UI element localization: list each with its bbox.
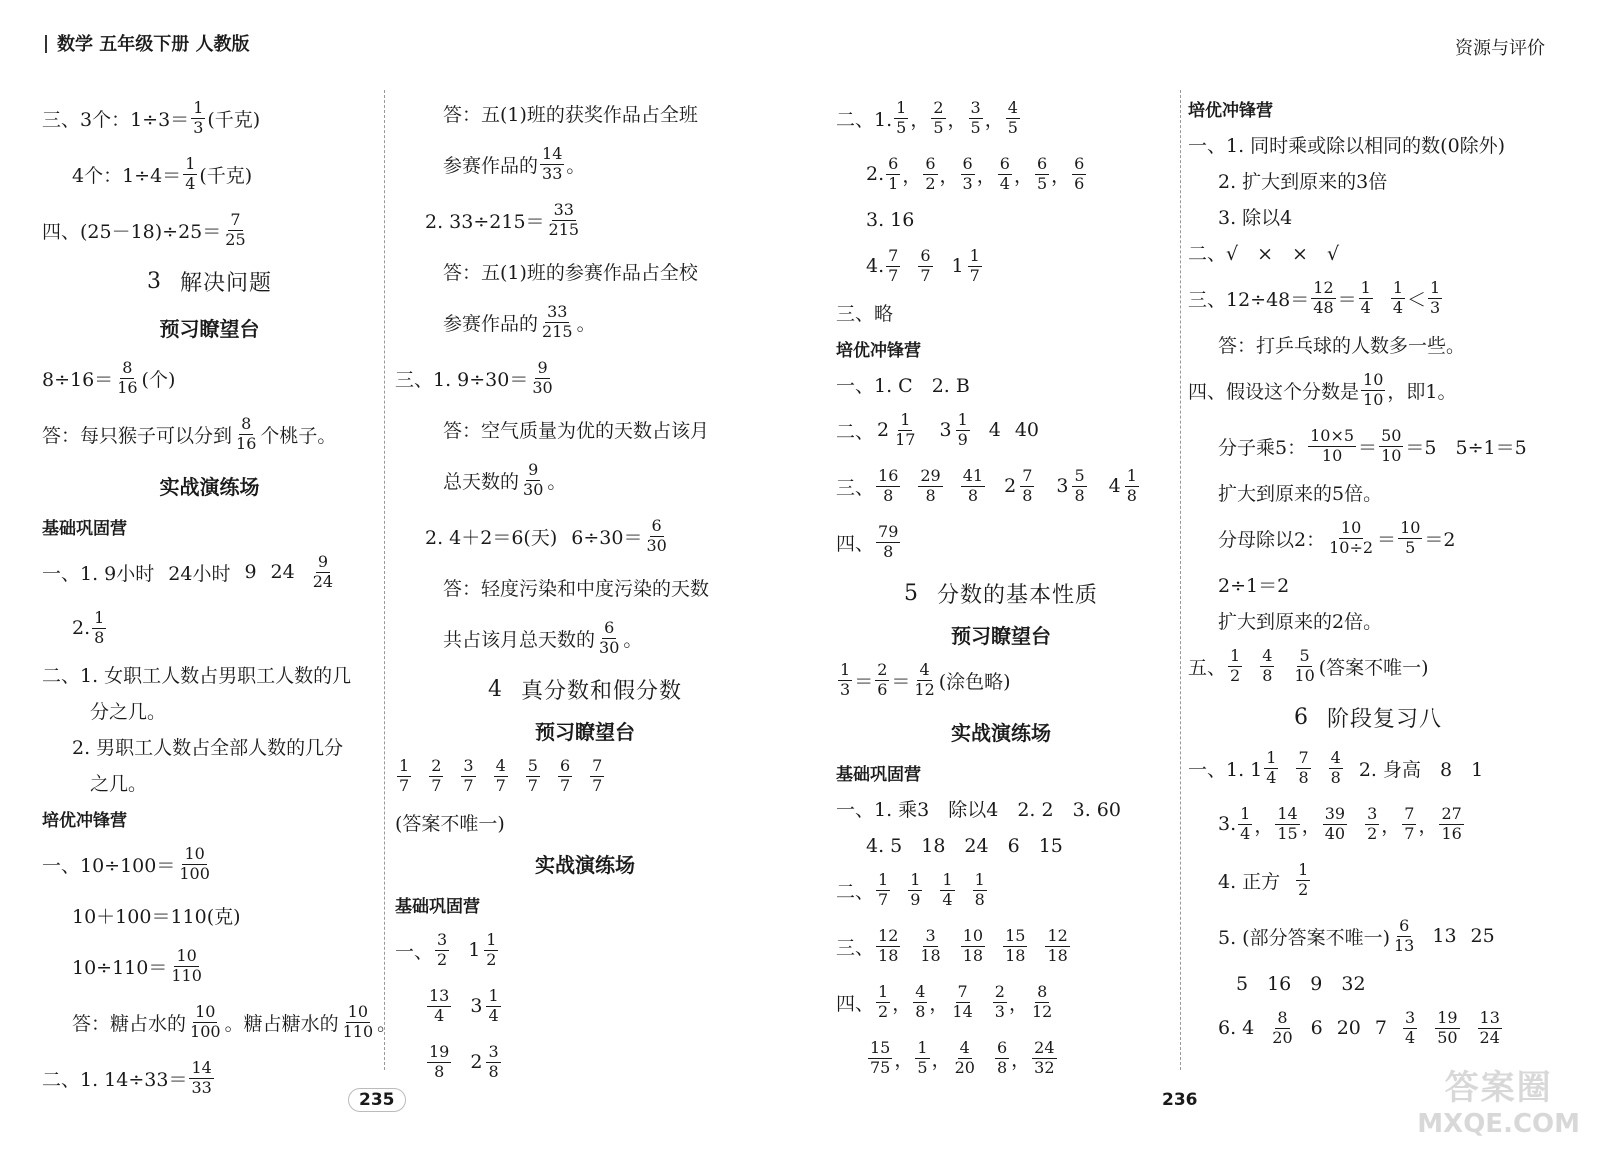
- fraction: 4 8: [1330, 747, 1341, 787]
- answer-line: 共占该月总天数的 6 30 。: [443, 617, 643, 657]
- answer-line: 分之几。: [90, 700, 167, 723]
- fraction: 33 215: [542, 301, 573, 341]
- practice-heading: 实战演练场: [951, 720, 1051, 745]
- fraction: 1 7: [878, 869, 889, 909]
- fraction: 8 12: [1031, 981, 1053, 1021]
- answer-line: 5 16 9 32: [1236, 972, 1366, 995]
- fraction: 7 14: [952, 981, 973, 1021]
- answer-line: 三、略: [836, 302, 894, 325]
- answer-line: 4. 7 7 6 7 1 1 7: [866, 245, 980, 285]
- advance-label: 培优冲锋营: [836, 340, 921, 361]
- fraction: 4 5: [1007, 97, 1018, 137]
- answer-line: 4个：1÷4＝ 1 4 (千克): [72, 153, 253, 193]
- page-number-left: 235: [348, 1090, 406, 1110]
- watermark: [1417, 1060, 1580, 1139]
- column-2: [395, 90, 775, 1090]
- fraction: 1 9: [910, 869, 921, 909]
- answer-line: 一、 3 2 1 1 2: [395, 929, 497, 969]
- note: (答案不唯一): [395, 812, 505, 835]
- practice-heading: 实战演练场: [535, 852, 635, 877]
- answer-line: 4. 正方 1 2: [1218, 859, 1309, 899]
- fraction: 8 20: [1272, 1007, 1293, 1047]
- fraction: 9 30: [532, 357, 553, 397]
- answer-line: 3. 1 4 ， 14 15 ， 39 40 3 2 ， 7 7 ， 27 16: [1218, 803, 1462, 843]
- watermark-brand: 答案圈: [1444, 1068, 1553, 1108]
- answer-line: 参赛作品的 33 215 。: [443, 301, 596, 341]
- fraction: 13 4: [429, 985, 450, 1025]
- answer-line: 答：五(1)班的获奖作品占全班: [443, 103, 698, 126]
- fraction: 4 12: [914, 659, 935, 699]
- preview-heading: 预习瞭望台: [951, 623, 1051, 648]
- fraction: 10 18: [962, 925, 984, 965]
- fraction: 12 18: [878, 925, 899, 965]
- fraction: 7 7: [888, 245, 899, 285]
- answer-line: 2. 4＋2＝6(天) 6÷30＝ 6 30: [425, 515, 667, 555]
- answer-line: 三、 16 8 29 8 41 8 2 7 8 3 5 8 4 1 8: [836, 465, 1137, 505]
- fraction: 3 18: [920, 925, 941, 965]
- answer-line: 5. (部分答案不唯一) 6 13 13 25: [1218, 915, 1495, 955]
- fraction: 6 5: [1036, 153, 1048, 193]
- fraction: 12 18: [1047, 925, 1068, 965]
- answer-line: 2. 男职工人数占全部人数的几分: [72, 736, 344, 759]
- fraction: 16 8: [878, 465, 899, 505]
- fraction: 5 10: [1294, 645, 1315, 685]
- page-header-right: 资源与评价: [1455, 38, 1545, 59]
- fraction: 1 4: [1392, 277, 1404, 317]
- section-title: 6 阶段复习八: [1293, 704, 1442, 732]
- fraction: 6 30: [599, 617, 620, 657]
- fraction: 1 4: [1266, 747, 1277, 787]
- fraction: 10 5: [1400, 517, 1421, 557]
- fraction: 3 7: [463, 755, 474, 795]
- answer-line: 一、1. 乘3 除以4 2. 2 3. 60: [836, 798, 1121, 821]
- answer-line: 19 8 2 3 8: [429, 1041, 499, 1081]
- fraction: 1 3: [1430, 277, 1441, 317]
- fraction: 4 8: [1262, 645, 1273, 685]
- fraction: 2 7: [431, 755, 442, 795]
- fraction: 4 7: [495, 755, 506, 795]
- fraction: 10 10÷2: [1329, 517, 1374, 557]
- fraction: 12 48: [1313, 277, 1334, 317]
- answer-line: 3. 16: [866, 209, 915, 231]
- fraction: 6 13: [1394, 915, 1415, 955]
- section-title: 5 分数的基本性质: [903, 580, 1098, 608]
- fraction: 5 7: [527, 755, 538, 795]
- answer-line: 13 4 3 1 4: [429, 985, 499, 1025]
- answer-line: 10÷110＝ 10 110: [72, 945, 202, 985]
- advance-label: 培优冲锋营: [42, 810, 127, 831]
- answer-line: 扩大到原来的2倍。: [1218, 610, 1383, 633]
- answer-line: 一、1. C 2. B: [836, 374, 970, 397]
- fraction: 3 2: [437, 929, 448, 969]
- fraction: 14 33: [542, 143, 563, 183]
- answer-line: 答：五(1)班的参赛作品占全校: [443, 261, 698, 284]
- fraction: 1 4: [185, 153, 196, 193]
- answer-line: 分子乘5： 10×5 10 ＝ 50 10 ＝5 5÷1＝5: [1218, 425, 1527, 465]
- basic-label: 基础巩固营: [395, 896, 480, 917]
- answer-line: 一、10÷100＝ 10 100: [42, 843, 210, 883]
- fraction: 3 8: [488, 1041, 499, 1081]
- book-title: 数学 五年级下册 人教版: [57, 34, 250, 55]
- answer-line: 4. 5 18 24 6 15: [866, 834, 1063, 857]
- fraction: 4 8: [915, 981, 926, 1021]
- answer-line: 2÷1＝2: [1218, 574, 1290, 597]
- fraction: 6 30: [646, 515, 667, 555]
- fraction: 14 15: [1277, 803, 1298, 843]
- fraction: 2 6: [877, 659, 888, 699]
- answer-line: 2. 扩大到原来的3倍: [1218, 170, 1388, 193]
- answer-line: 二、1. 14÷33＝ 14 33: [42, 1057, 212, 1097]
- column-3: [836, 90, 1166, 1086]
- answer-line: 答：空气质量为优的天数占该月: [443, 419, 710, 442]
- answer-line: 参赛作品的 14 33 。: [443, 143, 586, 183]
- fraction: 15 75: [870, 1037, 891, 1077]
- fraction: 1 4: [942, 869, 953, 909]
- fraction: 1 4: [488, 985, 499, 1025]
- basic-label: 基础巩固营: [42, 518, 127, 539]
- fraction: 1 4: [1360, 277, 1371, 317]
- fraction: 10 110: [171, 945, 202, 985]
- fraction: 9 24: [312, 551, 334, 591]
- fraction: 1 3: [840, 659, 851, 699]
- fraction: 79 8: [878, 521, 899, 561]
- fraction: 29 8: [920, 465, 941, 505]
- answer-line: 一、1. 同时乘或除以相同的数(0除外): [1188, 134, 1506, 157]
- fraction: 1 8: [1126, 465, 1137, 505]
- fraction: 3 5: [970, 97, 981, 137]
- fraction: 1 8: [974, 869, 985, 909]
- fraction: 27 16: [1441, 803, 1462, 843]
- answer-line: 四、 1 2 ， 4 8 ， 7 14 2 3 ， 8 12: [836, 981, 1053, 1021]
- fraction: 1 2: [486, 929, 497, 969]
- page-header-left: [45, 30, 250, 56]
- column-divider: [1180, 90, 1181, 1070]
- basic-label: 基础巩固营: [836, 764, 921, 785]
- answer-line: 6. 4 8 20 6 20 7 3 4 19 50 13 24: [1218, 1007, 1500, 1047]
- fraction: 19 8: [429, 1041, 450, 1081]
- fraction: 7 8: [1022, 465, 1033, 505]
- fraction: 3 4: [1405, 1007, 1416, 1047]
- fraction: 7 7: [1404, 803, 1415, 843]
- fraction: 7 25: [225, 209, 246, 249]
- fraction: 5 8: [1074, 465, 1085, 505]
- answer-line: 1 3 ＝ 2 6 ＝ 4 12 (涂色略): [840, 659, 1011, 699]
- fraction: 33 215: [548, 199, 580, 239]
- answer-line: 四、假设这个分数是 10 10 ，即1。: [1188, 369, 1457, 409]
- answer-line: 二、1. 女职工人数占男职工人数的几: [42, 664, 352, 687]
- answer-line: 四、(25－18)÷25＝ 7 25: [42, 209, 246, 249]
- fraction: 4 20: [954, 1037, 975, 1077]
- fraction: 1 2: [1298, 859, 1309, 899]
- answer-line: 四、 79 8: [836, 521, 899, 561]
- column-divider: [384, 90, 385, 1070]
- fraction: 6 7: [559, 755, 571, 795]
- answer-line: 答：每只猴子可以分到 8 16 个桃子。: [42, 413, 337, 453]
- answer-line: 2. 33÷215＝ 33 215: [425, 199, 580, 239]
- answer-line: 8÷16＝ 8 16 (个): [42, 357, 176, 397]
- fraction: 2 5: [933, 97, 944, 137]
- fraction: 10 110: [342, 1001, 374, 1041]
- answer-line: 扩大到原来的5倍。: [1218, 482, 1383, 505]
- section-title: 4 真分数和假分数: [487, 676, 682, 704]
- fraction: 10×5 10: [1310, 425, 1355, 465]
- fraction: 6 1: [888, 153, 899, 193]
- fraction: 1 2: [1230, 645, 1241, 685]
- fraction: 41 8: [962, 465, 984, 505]
- fraction: 1 2: [878, 981, 889, 1021]
- fraction: 3 2: [1367, 803, 1378, 843]
- answer-line: 10＋100＝110(克): [72, 905, 241, 928]
- answer-line: 一、1. 1 1 4 7 8 4 8 2. 身高 8 1: [1188, 747, 1484, 787]
- answer-line: 15 75 ， 1 5 ， 4 20 6 8 ， 24 32: [870, 1037, 1055, 1077]
- fraction: 10 100: [190, 1001, 221, 1041]
- answer-line: 3. 除以4: [1218, 206, 1293, 229]
- fraction: 39 40: [1324, 803, 1346, 843]
- fraction: 1 17: [895, 409, 916, 449]
- fraction: 10 10: [1363, 369, 1384, 409]
- fraction-list: [395, 748, 775, 804]
- fraction: 1 4: [1240, 803, 1251, 843]
- fraction: 1 7: [399, 755, 410, 795]
- fraction: 2 3: [994, 981, 1005, 1021]
- fraction: 6 8: [996, 1037, 1008, 1077]
- fraction: 1 7: [969, 245, 980, 285]
- fraction: 1 9: [957, 409, 968, 449]
- fraction: 6 2: [925, 153, 936, 193]
- answer-line: 答：打乒乓球的人数多一些。: [1218, 334, 1466, 357]
- answer-line: 二、√ × × √: [1188, 242, 1340, 265]
- answer-line: 二、1. 1 5 ， 2 5 ， 3 5 ， 4 5: [836, 97, 1018, 137]
- answer-line: 二、 2 1 17 3 1 9 4 40: [836, 409, 1040, 449]
- fraction: 10 100: [179, 843, 210, 883]
- answer-line: 答：糖占水的 10 100 。糖占糖水的 10 110 。: [72, 1001, 397, 1041]
- answer-line: 之几。: [90, 772, 148, 795]
- fraction: 24 32: [1034, 1037, 1055, 1077]
- fraction: 7 7: [592, 755, 603, 795]
- practice-heading: 实战演练场: [159, 474, 260, 499]
- fraction: 50 10: [1381, 425, 1402, 465]
- answer-line: 五、 1 2 4 8 5 10 (答案不唯一): [1188, 645, 1429, 685]
- fraction: 15 18: [1005, 925, 1026, 965]
- fraction: 8 16: [236, 413, 257, 453]
- fraction: 6 7: [920, 245, 931, 285]
- answer-line: 三、1. 9÷30＝ 9 30: [395, 357, 553, 397]
- fraction: 14 33: [191, 1057, 212, 1097]
- answer-line: 2. 1 8: [72, 607, 105, 647]
- fraction: 9 30: [523, 459, 544, 499]
- section-title: 3 解决问题: [146, 268, 272, 296]
- fraction: 1 5: [896, 97, 907, 137]
- answer-line: 二、 1 7 1 9 1 4 1 8: [836, 869, 985, 909]
- fraction: 6 4: [999, 153, 1010, 193]
- answer-line: 三、 12 18 3 18 10 18 15 18 12 18: [836, 925, 1068, 965]
- fraction: 19 50: [1437, 1007, 1458, 1047]
- watermark-url: MXQE.COM: [1417, 1109, 1580, 1139]
- answer-line: 总天数的 9 30 。: [443, 459, 567, 499]
- answer-line: 2. 6 1 ， 6 2 ， 6 3 ， 6 4 ， 6 5 ， 6 6: [866, 153, 1085, 193]
- page-number-right: 236: [1162, 1090, 1198, 1110]
- column-4: [1188, 90, 1548, 1056]
- fraction: 8 16: [117, 357, 138, 397]
- fraction: 7 8: [1298, 747, 1309, 787]
- fraction: 1 8: [94, 607, 105, 647]
- fraction: 1 5: [917, 1037, 928, 1077]
- answer-line: 分母除以2： 10 10÷2 ＝ 10 5 ＝2: [1218, 517, 1456, 557]
- advance-label: 培优冲锋营: [1188, 100, 1273, 121]
- fraction: 6 6: [1074, 153, 1085, 193]
- answer-line: 三、3个：1÷3＝ 1 3 (千克): [42, 97, 261, 137]
- preview-heading: 预习瞭望台: [535, 719, 635, 744]
- fraction: 1 3: [193, 97, 204, 137]
- answer-line: 一、1. 9小时 24小时 9 24 9 24: [42, 551, 334, 591]
- fraction: 6 3: [962, 153, 973, 193]
- preview-heading: 预习瞭望台: [159, 316, 260, 341]
- fraction: 13 24: [1479, 1007, 1500, 1047]
- answer-line: 三、12÷48＝ 12 48 ＝ 1 4 1 4 ＜ 1 3: [1188, 277, 1441, 317]
- answer-line: 答：轻度污染和中度污染的天数: [443, 577, 710, 600]
- header-bar: [45, 35, 47, 53]
